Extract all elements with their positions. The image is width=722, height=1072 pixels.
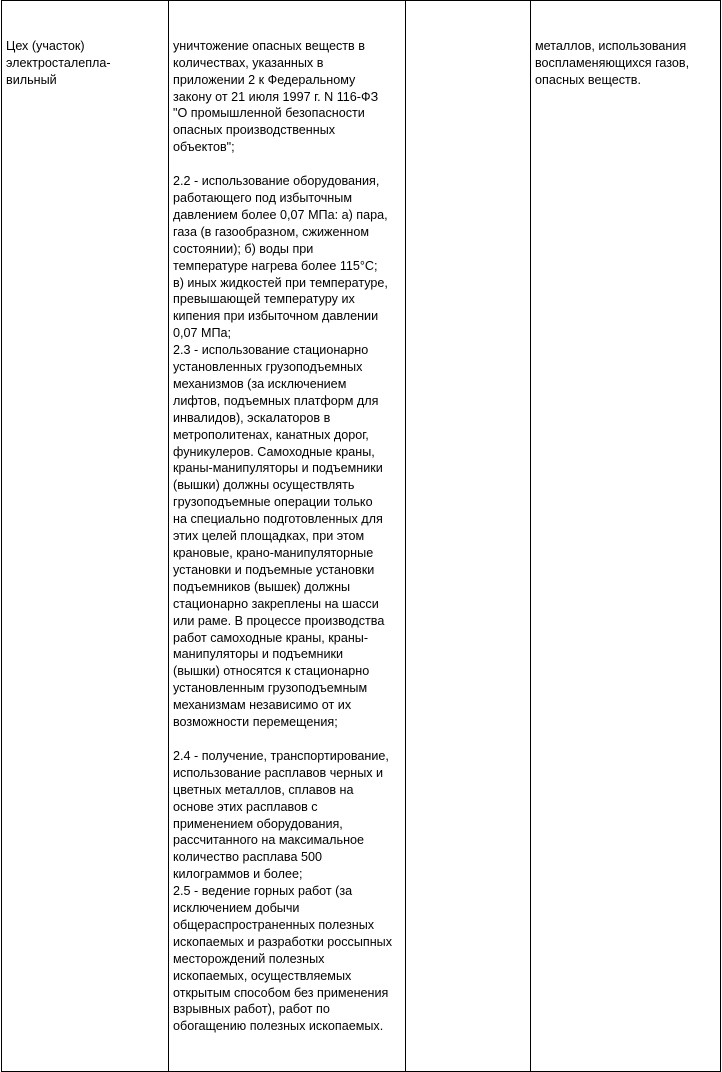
hazard-criteria-cell: [169, 1, 406, 1072]
hazard-criteria-text: уничтожение опасных веществ в количествах, указанных в приложении 2 к Федеральному закону от 21 июля 1997 г. N 116-ФЗ "О промышленной безопасности опасных производственных объектов"; 2.2 - использование оборудования, работающего под избыточным давлением более 0,07 МПа: а) пара, газа (в газообразном, сжиженном состоянии); б) воды при температуре нагрева более 115°С; в) иных жидкостей при температуре, превышающей температуру их кипения при избыточном давлении 0,07 МПа; 2.3 - использование стационарно установленных грузоподъемных механизмов (за исключением лифтов, подъемных платформ для инвалидов), эскалаторов в метрополитенах, канатных дорог, фуникулеров. Самоходные краны, краны-манипуляторы и подъемники (вышки) должны осуществлять грузоподъемные операции только на специально подготовленных для этих целей площадках, при этом крановые, крано-манипуляторные установки и подъемные установки подъемников (вышек) должны стационарно закреплены на шасси или раме. В процессе производства работ самоходные краны, краны- манипуляторы и подъемники (вышки) относятся к стационарно установленным грузоподъемным механизмам независимо от их возможности перемещения; 2.4 - получение, транспортирование, использование расплавов черных и цветных металлов, сплавов на основе этих расплавов с применением оборудования, рассчитанного на максимальное количество расплава 500 килограммов и более; 2.5 - ведение горных работ (за исключением добычи общераспространенных полезных ископаемых и разработки россыпных месторождений полезных ископаемых, осуществляемых открытым способом без применения взрывных работ), работ по обогащению полезных ископаемых.: [173, 38, 393, 1034]
table-row: [2, 1, 721, 1072]
hazard-description-text: металлов, использования воспламеняющихся газов, опасных веществ.: [535, 38, 690, 87]
hazard-table: [1, 0, 721, 1072]
empty-cell: [406, 1, 531, 1072]
workshop-name: Цех (участок) электросталепла- вильный: [6, 38, 111, 87]
hazard-description-cell: [531, 1, 721, 1072]
workshop-cell: [2, 1, 169, 1072]
